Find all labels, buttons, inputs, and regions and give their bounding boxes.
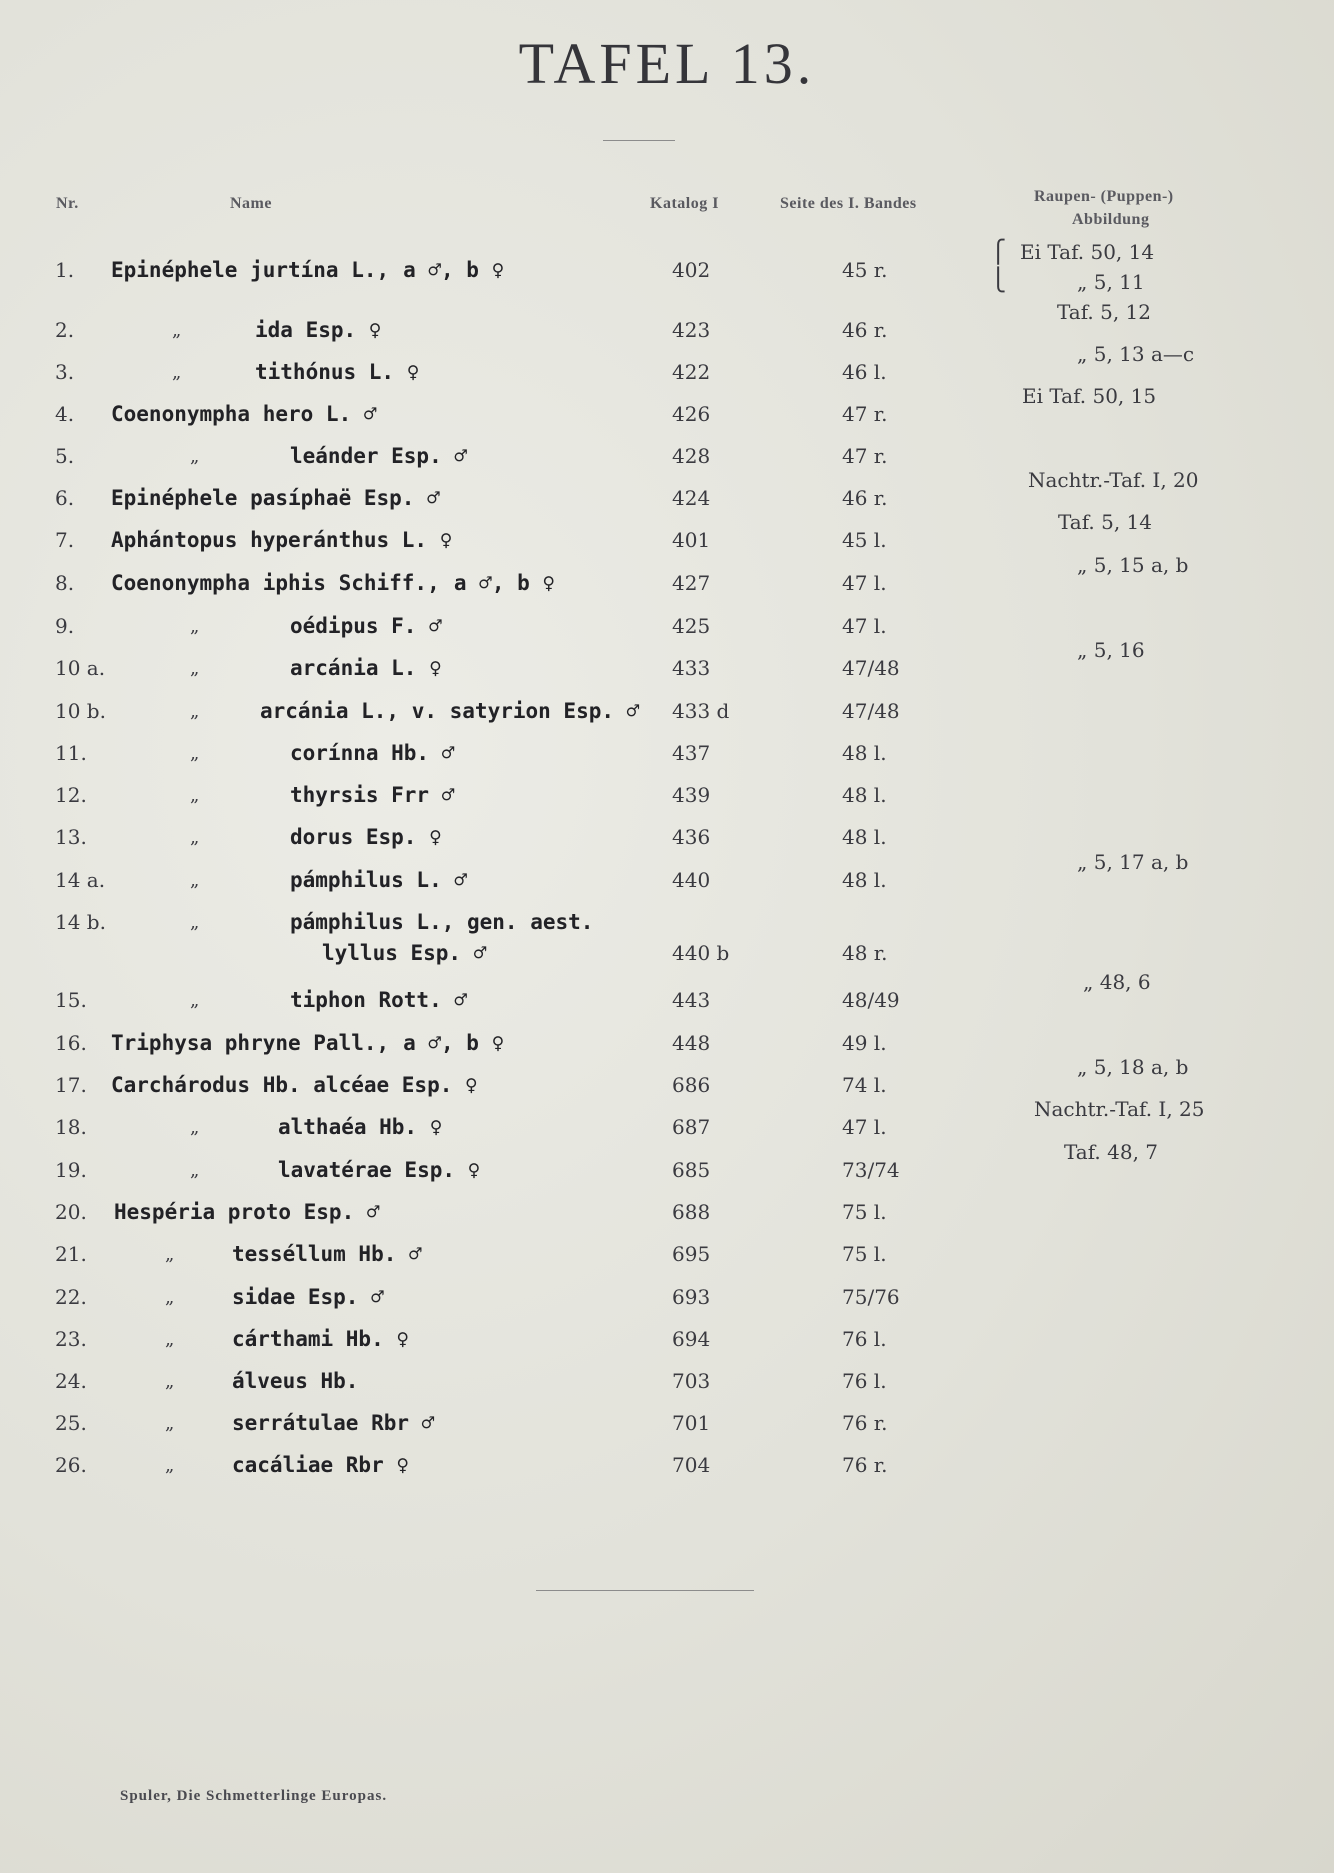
ditto-mark: „: [190, 616, 200, 637]
ditto-mark: „: [190, 785, 200, 806]
row-number: 18.: [55, 1115, 87, 1139]
ditto-mark: „: [190, 446, 200, 467]
species-name: Coenonympha iphis Schiff.,: [111, 571, 440, 595]
table-row: [0, 384, 1334, 442]
row-number: 5.: [55, 444, 75, 468]
ditto-mark: „: [190, 658, 200, 679]
katalog-number: 694: [672, 1327, 711, 1351]
species-name: arcánia L., v. satyrion Esp. ♂: [260, 699, 640, 723]
row-number: 26.: [55, 1453, 87, 1477]
katalog-number: 704: [672, 1453, 711, 1477]
table-row: [0, 970, 1334, 1028]
row-number: 1.: [55, 258, 75, 282]
row-number: 2.: [55, 318, 75, 342]
ditto-mark: „: [190, 912, 200, 933]
katalog-number: 424: [672, 486, 711, 510]
species-name: tithónus L. ♀: [255, 360, 420, 384]
table-row: [0, 783, 1334, 823]
seite-reference: 47 r.: [842, 402, 888, 426]
brace-bottom: ⎩: [990, 268, 1007, 293]
katalog-number: 703: [672, 1369, 711, 1393]
raupen-abbildung: Taf. 5, 14: [1058, 510, 1153, 534]
katalog-number: 436: [672, 825, 711, 849]
row-number: 6.: [55, 486, 75, 510]
seite-reference: 75/76: [842, 1285, 900, 1309]
bottom-divider: [536, 1590, 754, 1591]
katalog-number: 685: [672, 1158, 711, 1182]
ditto-mark: „: [190, 990, 200, 1011]
title-divider: [603, 140, 675, 141]
seite-reference: 75 l.: [842, 1242, 887, 1266]
raupen-abbildung: „ 5, 13 a—c: [1077, 342, 1195, 366]
table-row: [0, 553, 1334, 611]
seite-reference: 48 l.: [842, 868, 887, 892]
specimen-sexes: a ♂, b ♀: [453, 571, 556, 595]
table-row: [0, 1411, 1334, 1451]
row-number: 25.: [55, 1411, 87, 1435]
specimen-sexes: a ♂, b ♀: [403, 258, 505, 282]
row-number: 11.: [55, 741, 87, 765]
katalog-number: 686: [672, 1073, 711, 1097]
row-number: 3.: [55, 360, 75, 384]
katalog-number: 433 d: [672, 699, 730, 723]
katalog-number: 440: [672, 868, 711, 892]
row-number: 8.: [55, 571, 75, 595]
ditto-mark: „: [190, 870, 200, 891]
species-name: pámphilus L., gen. aest.: [290, 910, 594, 934]
brace-top: ⎧: [990, 240, 1007, 265]
table-row: [0, 850, 1334, 908]
katalog-number: 401: [672, 528, 711, 552]
species-name: arcánia L. ♀: [290, 656, 442, 680]
table-row: [0, 1200, 1334, 1240]
seite-reference: 46 l.: [842, 360, 887, 384]
species-name: thyrsis Frr ♂: [290, 783, 455, 807]
katalog-number: 423: [672, 318, 711, 342]
row-number: 10 a.: [55, 656, 106, 680]
seite-reference: 46 r.: [842, 318, 888, 342]
table-row: [0, 1453, 1334, 1493]
species-name: Coenonympha hero L. ♂: [111, 402, 377, 426]
raupen-abbildung: Nachtr.-Taf. I, 20: [1028, 468, 1199, 492]
species-name: Epinéphele jurtína L.,: [111, 258, 390, 282]
seite-reference: 46 r.: [842, 486, 888, 510]
ditto-mark: „: [165, 1455, 175, 1476]
katalog-number: 402: [672, 258, 711, 282]
ditto-mark: „: [190, 1117, 200, 1138]
katalog-number: 695: [672, 1242, 711, 1266]
row-number: 15.: [55, 988, 87, 1012]
species-name-continued: lyllus Esp. ♂: [322, 941, 487, 965]
raupen-abbildung-second: „ 5, 11: [1077, 270, 1145, 294]
species-name: sidae Esp. ♂: [232, 1285, 384, 1309]
katalog-number: 422: [672, 360, 711, 384]
row-number: 21.: [55, 1242, 87, 1266]
raupen-abbildung: „ 5, 15 a, b: [1077, 553, 1189, 577]
species-name: álveus Hb.: [232, 1369, 359, 1393]
row-number: 14 a.: [55, 868, 106, 892]
species-name: Triphysa phryne Pall.,: [111, 1031, 390, 1055]
species-name: leánder Esp. ♂: [290, 444, 468, 468]
raupen-abbildung: Ei Taf. 50, 14: [1020, 240, 1155, 264]
row-number: 9.: [55, 614, 75, 638]
raupen-abbildung: „ 48, 6: [1083, 970, 1151, 994]
species-name: pámphilus L. ♂: [290, 868, 468, 892]
species-name: tesséllum Hb. ♂: [232, 1242, 422, 1266]
seite-reference: 76 l.: [842, 1369, 887, 1393]
raupen-abbildung: Ei Taf. 50, 15: [1022, 384, 1157, 408]
seite-reference: 47/48: [842, 699, 900, 723]
katalog-number: 428: [672, 444, 711, 468]
katalog-number: 425: [672, 614, 711, 638]
header-katalog: Katalog I: [650, 195, 719, 212]
row-number: 24.: [55, 1369, 87, 1393]
table-row: [0, 638, 1334, 696]
row-number: 16.: [55, 1031, 87, 1055]
species-name: Epinéphele pasíphaë Esp. ♂: [111, 486, 440, 510]
row-number: 14 b.: [55, 910, 106, 934]
species-name: Carchárodus Hb. alcéae Esp. ♀: [111, 1073, 478, 1097]
seite-reference: 45 l.: [842, 528, 887, 552]
raupen-abbildung: „ 5, 18 a, b: [1077, 1055, 1189, 1079]
footer-citation: Spuler, Die Schmetterlinge Europas.: [120, 1788, 388, 1804]
table-row: [0, 1285, 1334, 1325]
seite-reference: 45 r.: [842, 258, 888, 282]
seite-reference: 47 l.: [842, 1115, 887, 1139]
seite-reference: 47 l.: [842, 614, 887, 638]
table-row: [0, 910, 1334, 965]
header-name: Name: [230, 195, 272, 212]
seite-reference: 49 l.: [842, 1031, 887, 1055]
katalog-number: 427: [672, 571, 711, 595]
species-name: Aphántopus hyperánthus L. ♀: [111, 528, 453, 552]
ditto-mark: „: [165, 1244, 175, 1265]
row-number: 20.: [55, 1200, 87, 1224]
row-number: 17.: [55, 1073, 87, 1097]
row-number: 19.: [55, 1158, 87, 1182]
katalog-number: 426: [672, 402, 711, 426]
species-name: dorus Esp. ♀: [290, 825, 442, 849]
seite-reference: 48 r.: [842, 941, 888, 965]
table-row: [0, 699, 1334, 739]
header-seite: Seite des I. Bandes: [780, 195, 917, 212]
katalog-number: 688: [672, 1200, 711, 1224]
row-number: 7.: [55, 528, 75, 552]
ditto-mark: „: [190, 1160, 200, 1181]
row-number: 23.: [55, 1327, 87, 1351]
ditto-mark: „: [165, 1287, 175, 1308]
seite-reference: 48/49: [842, 988, 900, 1012]
seite-reference: 47 r.: [842, 444, 888, 468]
katalog-number: 439: [672, 783, 711, 807]
table-row: [0, 1140, 1334, 1198]
species-name: Hespéria proto Esp. ♂: [114, 1200, 380, 1224]
species-name: ida Esp. ♀: [255, 318, 382, 342]
species-name: cárthami Hb. ♀: [232, 1327, 410, 1351]
species-name: oédipus F. ♂: [290, 614, 442, 638]
header-nr: Nr.: [56, 195, 79, 212]
katalog-number: 440 b: [672, 941, 730, 965]
ditto-mark: „: [165, 1329, 175, 1350]
seite-reference: 75 l.: [842, 1200, 887, 1224]
katalog-number: 701: [672, 1411, 711, 1435]
ditto-mark: „: [190, 743, 200, 764]
seite-reference: 47/48: [842, 656, 900, 680]
katalog-number: 437: [672, 741, 711, 765]
table-row: [0, 1242, 1334, 1282]
seite-reference: 76 r.: [842, 1453, 888, 1477]
specimen-sexes: a ♂, b ♀: [403, 1031, 505, 1055]
header-abbildung-line1: Raupen- (Puppen-): [1034, 188, 1174, 205]
species-name: serrátulae Rbr ♂: [232, 1411, 435, 1435]
seite-reference: 48 l.: [842, 783, 887, 807]
table-row: [0, 1327, 1334, 1367]
katalog-number: 443: [672, 988, 711, 1012]
raupen-abbildung: „ 5, 16: [1077, 638, 1145, 662]
katalog-number: 448: [672, 1031, 711, 1055]
ditto-mark: „: [172, 320, 182, 341]
ditto-mark: „: [165, 1371, 175, 1392]
raupen-abbildung: Nachtr.-Taf. I, 25: [1034, 1097, 1205, 1121]
row-number: 10 b.: [55, 699, 106, 723]
raupen-abbildung: Taf. 5, 12: [1057, 300, 1152, 324]
ditto-mark: „: [190, 701, 200, 722]
row-number: 4.: [55, 402, 75, 426]
seite-reference: 74 l.: [842, 1073, 887, 1097]
seite-reference: 73/74: [842, 1158, 900, 1182]
seite-reference: 48 l.: [842, 825, 887, 849]
seite-reference: 76 r.: [842, 1411, 888, 1435]
raupen-abbildung: Taf. 48, 7: [1064, 1140, 1159, 1164]
ditto-mark: „: [190, 827, 200, 848]
table-row: [0, 1369, 1334, 1409]
species-name: cacáliae Rbr ♀: [232, 1453, 410, 1477]
seite-reference: 76 l.: [842, 1327, 887, 1351]
species-name: corínna Hb. ♂: [290, 741, 455, 765]
species-name: althaéa Hb. ♀: [278, 1115, 443, 1139]
seite-reference: 47 l.: [842, 571, 887, 595]
seite-reference: 48 l.: [842, 741, 887, 765]
species-name: lavatérae Esp. ♀: [278, 1158, 481, 1182]
row-number: 22.: [55, 1285, 87, 1309]
katalog-number: 693: [672, 1285, 711, 1309]
ditto-mark: „: [165, 1413, 175, 1434]
katalog-number: 433: [672, 656, 711, 680]
header-abbildung-line2: Abbildung: [1072, 211, 1150, 228]
ditto-mark: „: [172, 362, 182, 383]
table-row: [0, 240, 1334, 298]
species-name: tiphon Rott. ♂: [290, 988, 468, 1012]
row-number: 12.: [55, 783, 87, 807]
raupen-abbildung: „ 5, 17 a, b: [1077, 850, 1189, 874]
row-number: 13.: [55, 825, 87, 849]
table-row: [0, 741, 1334, 781]
page-title: TAFEL 13.: [518, 31, 816, 96]
katalog-number: 687: [672, 1115, 711, 1139]
